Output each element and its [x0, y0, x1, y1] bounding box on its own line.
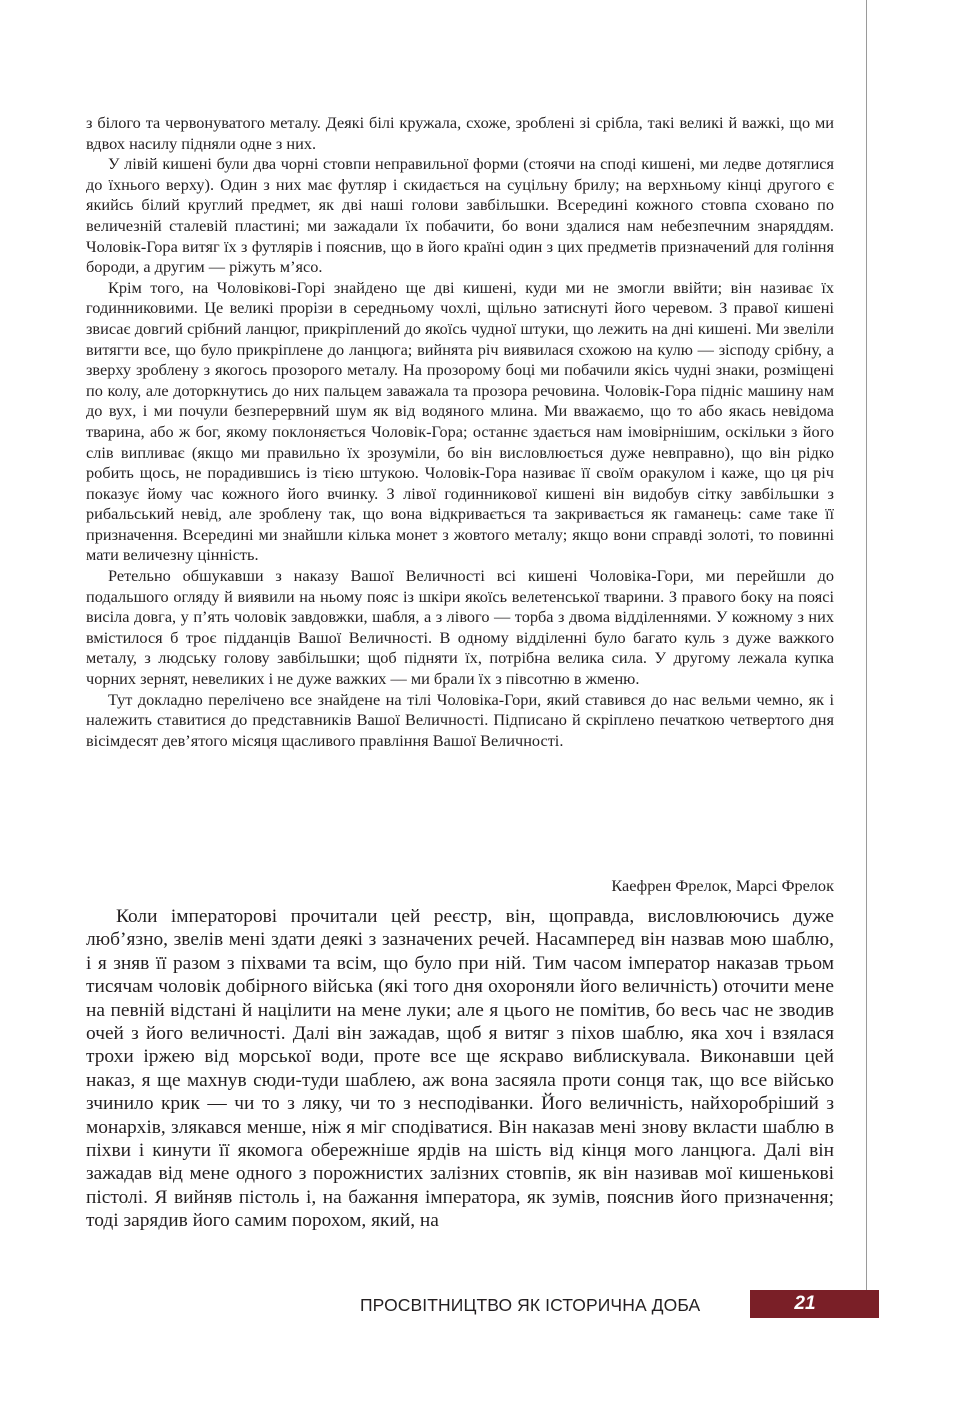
page-number-bar	[750, 1290, 879, 1318]
footer-section-title: ПРОСВІТНИЦТВО ЯК ІСТОРИЧНА ДОБА	[360, 1295, 701, 1315]
report-text	[86, 113, 834, 751]
page-edge-line	[866, 0, 867, 1310]
report-paragraph-2: У лівій кишені були два чорні стовпи неправильної форми (стоячи на споді кишені, ми ледве дотяглися до їхнього верху). Один з них має футляр і скидається на суцільну брилу; на верхньому кінці другого є якийсь білий круглий предмет, як дві наші голови завбільшки. Всередині кожного стовпа сховано по величезній сталевій пластині; ми зажадали їх побачити, бо вони здалися нам небезпечним знаряддям. Чоловік-Гора витяг їх з футлярів і пояснив, що в його країні один з цих предметів призначений для гоління бороди, а другим — ріжуть м’ясо.	[86, 154, 834, 277]
report-paragraph-3: Крім того, на Чоловікові-Горі знайдено ще дві кишені, куди ми не змогли ввійти; він називає їх годинниковими. Це великі прорізи в середньому чохлі, щільно затиснуті його черевом. З правої кишені звисає довгий срібний ланцюг, прикріплений до якоїсь чудної штуки, що лежить на дні кишені. Ми звеліли витягти все, що було прикріплене до ланцюга; вийнята річ виявилася схожою на кулю — зісподу срібну, а зверху зроблену з якогось прозорого металу. На прозорому боці ми побачили якісь чудні знаки, розміщені по колу, але доторкнутись до них пальцем заважала та прозора речовина. Чоловік-Гора підніс машину нам до вух, і ми почули безперервний шум як від водяного млина. Ми вважаємо, що то або якась невідома тварина, або ж бог, якому поклоняється Чоловік-Гора; останнє здається нам імовірнішим, оскільки з його слів випливає (якщо ми правильно їх зрозуміли, бо він висловлюється дуже невправно), що він рідко робить щось, не порадившись із тією штукою. Чоловік-Гора називає її своїм оракулом і каже, що ця річ показує йому час кожного його вчинку. З лівої годинникової кишені він видобув сітку завбільшки з рибальський невід, але зроблену так, що вона відкривається та закривається як гаманець: саме таке її призначення. Всередині ми знайшли кілька монет з жовтого металу; якщо вони справді золоті, то повинні мати величезну цінність.	[86, 277, 834, 565]
page-number: 21	[794, 1293, 816, 1314]
report-signature: Каефрен Фрелок, Марсі Фрелок	[611, 876, 834, 895]
main-text	[86, 905, 834, 1233]
report-paragraph-1: з білого та червонуватого металу. Деякі білі кружала, схоже, зроблені зі срібла, такі великі й важкі, що ми вдвох насилу підняли одне з них.	[86, 113, 834, 153]
report-paragraph-5: Тут докладно перелічено все знайдене на тілі Чоловіка-Гори, який ставився до нас вельми чемно, як і належить ставитися до представників Вашої Величності. Підписано й скріплено печаткою четвертого дня вісімдесят дев’ятого місяця щасливого правління Вашої Величності.	[86, 689, 834, 750]
report-paragraph-4: Ретельно обшукавши з наказу Вашої Величності всі кишені Чоловіка-Гори, ми перейшли до подальшого огляду й виявили на ньому пояс із шкіри якоїсь велетенської тварини. З правого боку на поясі висіла довга, у п’ять чоловік завдовжки, шабля, а з лівого — торба з двома відділеннями. У кожному з них вмістилося б троє підданців Вашої Величності. В одному відділенні було багато куль з дуже важкого металу, з людську голову завбільшки; щоб підняти їх, потрібна велика сила. У другому лежала купка чорних зернят, невеликих і не дуже важких — ми брали їх з півсотню в жменю.	[86, 566, 834, 689]
main-paragraph-1: Коли імператорові прочитали цей реєстр, він, щоправда, висловлюючись дуже люб’язно, звелів мені здати деякі з зазначених речей. Насамперед він назвав мою шаблю, і я зняв її разом з піхвами та всім, що було при ній. Тим часом імператор наказав трьом тисячам чоловік добірного війська (які того дня охороняли його величність) оточити мене на певній відстані й націлити на мене луки; але я цього не помітив, бо весь час не зводив очей з його величності. Далі він зажадав, щоб я витяг з піхов шаблю, яка хоч і взялася трохи іржею від морської води, проте все ще яскраво виблискувала. Виконавши цей наказ, я ще махнув сюди-туди шаблею, аж вона засяяла проти сонця так, що все військо зчинило крик — чи то з ляку, чи то з несподіванки. Його величність, найхоробріший з монархів, злякався менше, ніж я міг сподіватися. Він наказав мені знову вкласти шаблю в піхви і кинути її якомога обережніше ярдів на шість від кінця мого ланцюга. Далі він зажадав від мене одного з порожнистих залізних стовпів, як він називав мої кишенькові пістолі. Я вийняв пістоль і, на бажання імператора, як зумів, пояснив його призначення; тоді зарядив його самим порохом, який, на	[86, 906, 834, 1232]
